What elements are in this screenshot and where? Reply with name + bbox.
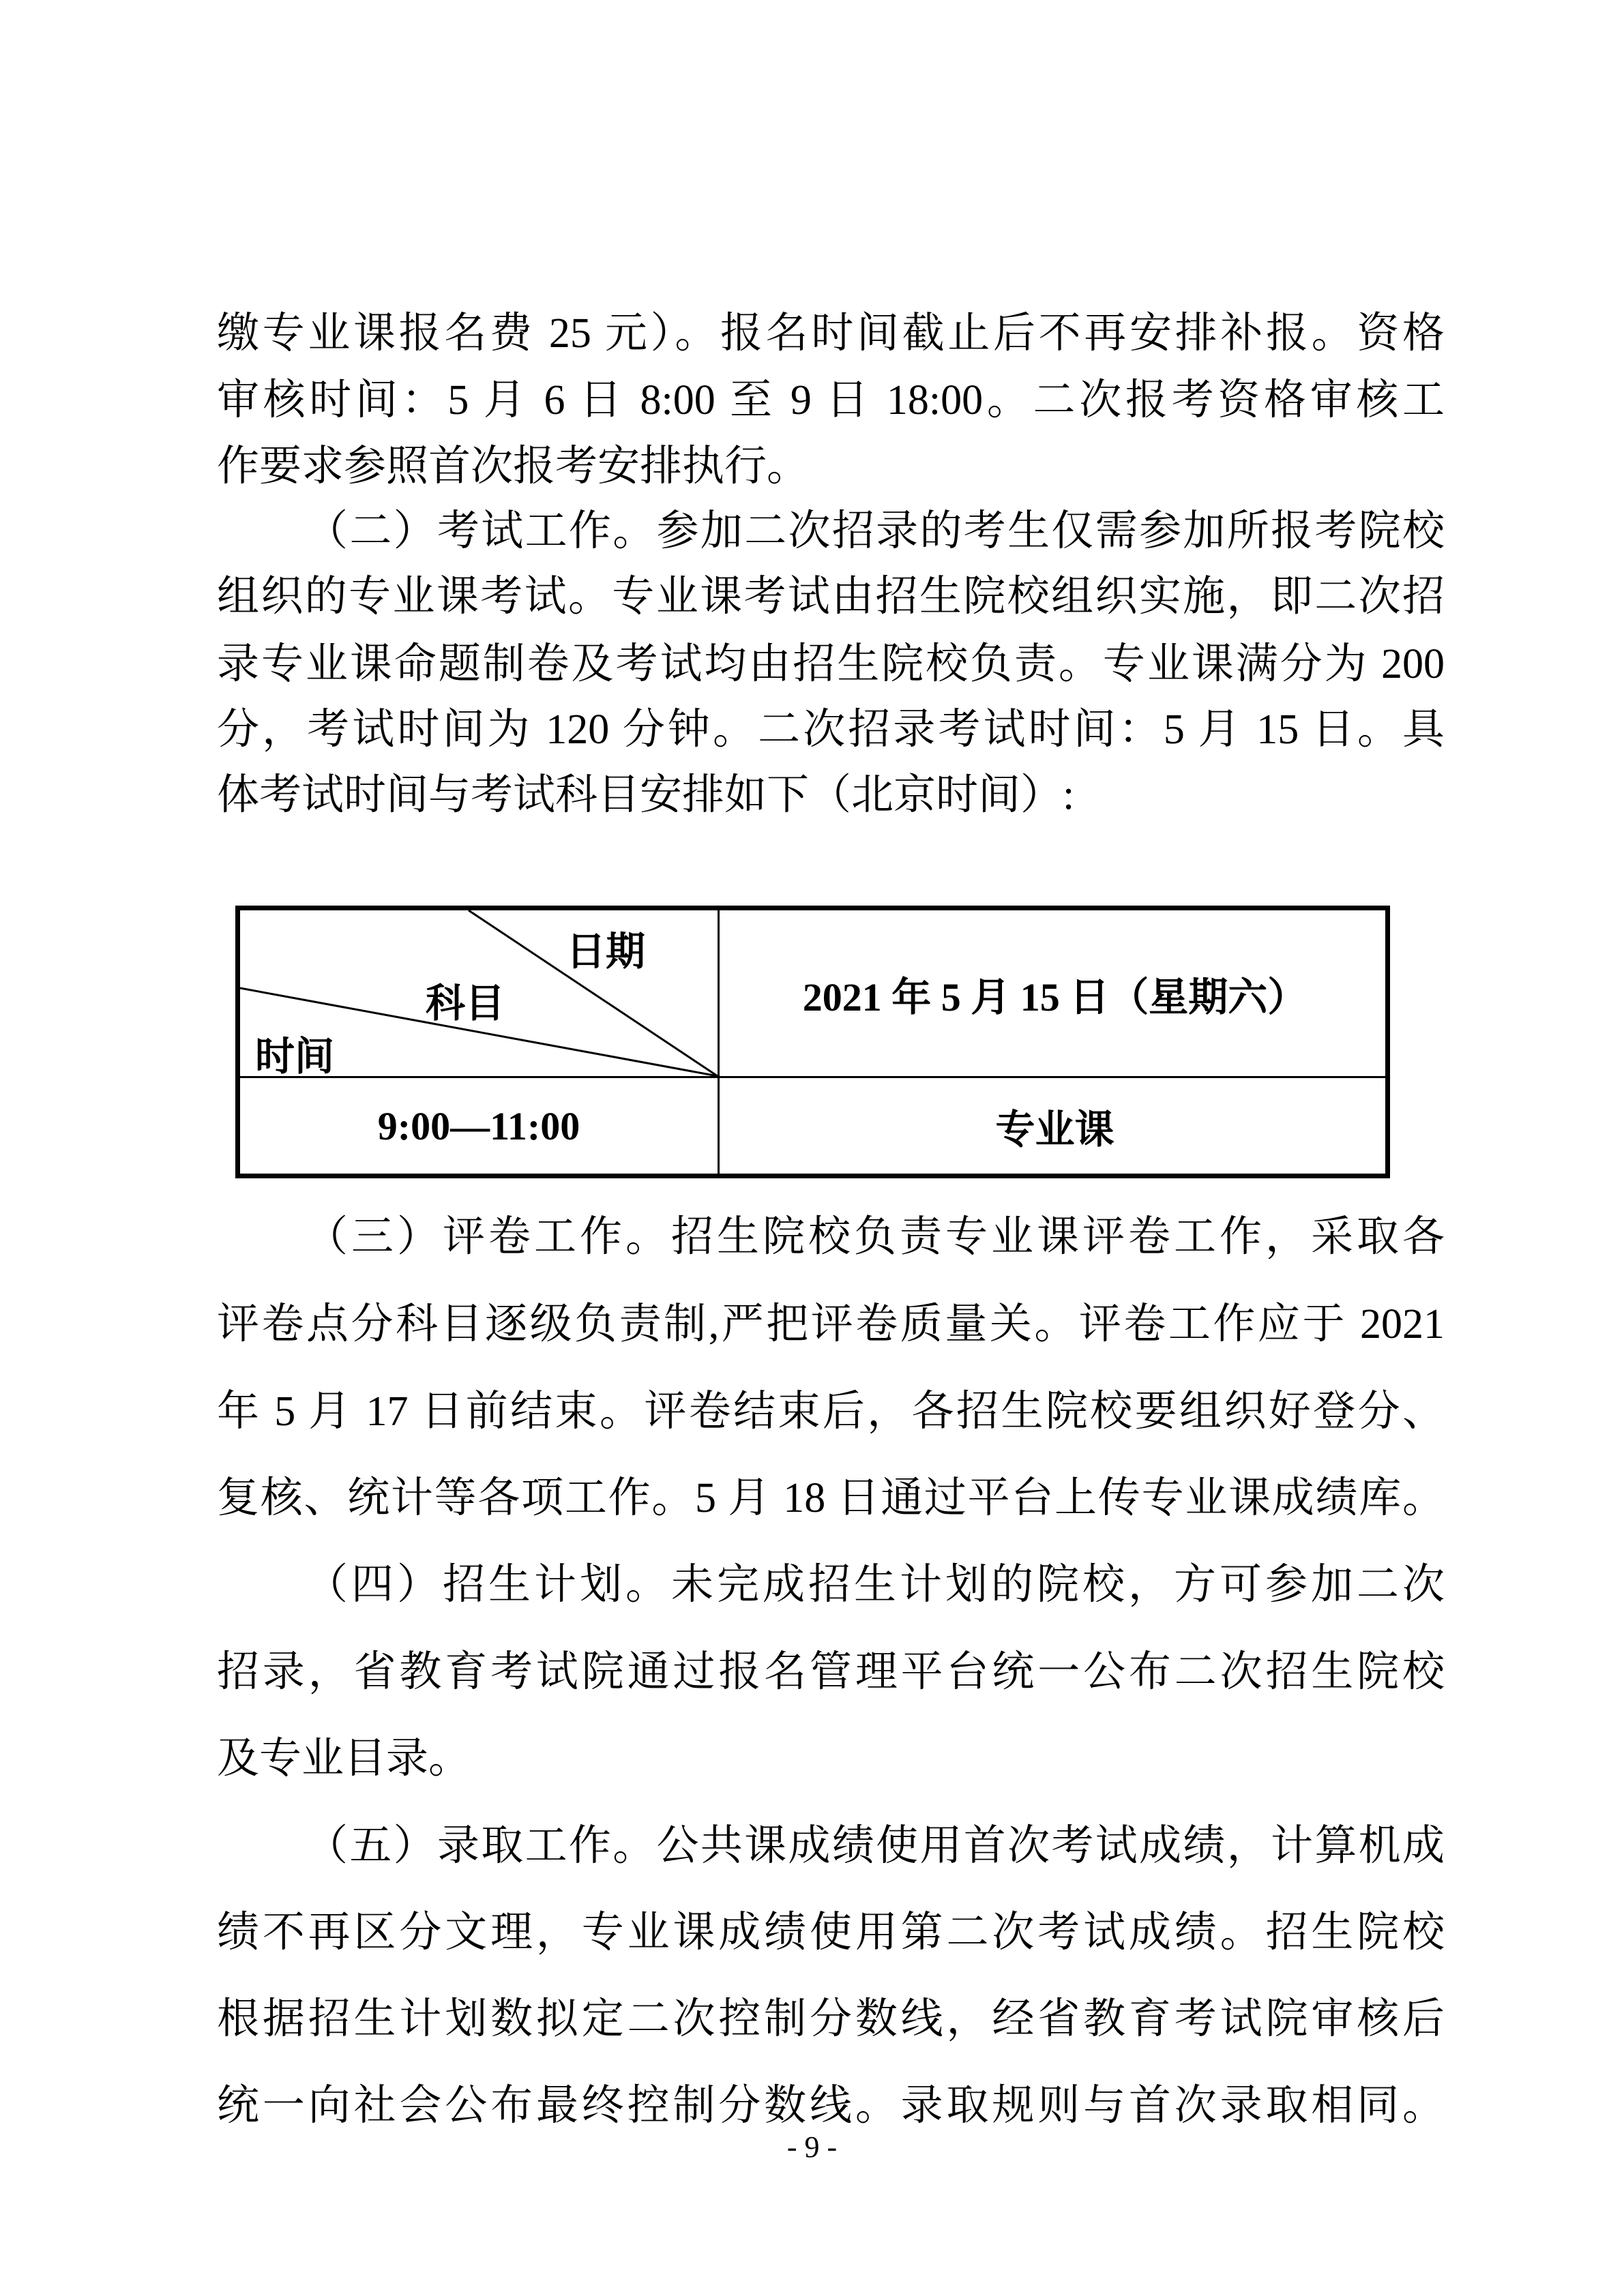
body-line: 招录，省教育考试院通过报名管理平台统一公布二次招生院校 (217, 1649, 1445, 1695)
corner-subject-label: 科目 (426, 981, 505, 1026)
body-line: 根据招生计划数拟定二次控制分数线，经省教育考试院审核后 (217, 1996, 1445, 2042)
body-line: 审核时间：5 月 6 日 8:00 至 9 日 18:00。二次报考资格审核工 (217, 377, 1445, 423)
body-line: 复核、统计等各项工作。5 月 18 日通过平台上传专业课成绩库。 (217, 1475, 1445, 1521)
body-line: （二）考试工作。参加二次招录的考生仅需参加所报考院校 (306, 508, 1445, 554)
corner-date-label: 日期 (566, 929, 646, 974)
body-line: 体考试时间与考试科目安排如下（北京时间）: (217, 772, 1075, 818)
body-line: 录专业课命题制卷及考试均由招生院校负责。专业课满分为 200 (217, 641, 1445, 687)
exam-schedule-table (235, 906, 1390, 1178)
table-corner-header-cell (240, 910, 718, 1076)
body-line: （四）招生计划。未完成招生计划的院校，方可参加二次 (306, 1562, 1445, 1608)
body-line: 绩不再区分文理，专业课成绩使用第二次考试成绩。招生院校 (217, 1909, 1445, 1956)
corner-time-label: 时间 (255, 1034, 335, 1076)
body-line: 统一向社会公布最终控制分数线。录取规则与首次录取相同。 (217, 2083, 1445, 2129)
page-number: - 9 - (786, 2130, 838, 2164)
body-line: 组织的专业课考试。专业课考试由招生院校组织实施，即二次招 (217, 573, 1445, 620)
table-date-header-cell: 2021 年 5 月 15 日（星期六） (802, 974, 1308, 1019)
body-line: （五）录取工作。公共课成绩使用首次考试成绩，计算机成 (306, 1823, 1445, 1869)
body-line: 年 5 月 17 日前结束。评卷结束后，各招生院校要组织好登分、 (217, 1388, 1445, 1435)
table-subject-cell: 专业课 (995, 1107, 1114, 1152)
body-line: 缴专业课报名费 25 元）。报名时间截止后不再安排补报。资格 (217, 310, 1445, 357)
body-line: 及专业目录。 (217, 1735, 471, 1782)
table-time-cell: 9:00—11:00 (377, 1103, 580, 1148)
body-line: （三）评卷工作。招生院校负责专业课评卷工作，采取各 (306, 1214, 1445, 1260)
body-line: 作要求参照首次报考安排执行。 (217, 443, 810, 490)
body-line: 评卷点分科目逐级负责制,严把评卷质量关。评卷工作应于 2021 (217, 1301, 1445, 1347)
body-line: 分，考试时间为 120 分钟。二次招录考试时间：5 月 15 日。具 (217, 706, 1445, 753)
